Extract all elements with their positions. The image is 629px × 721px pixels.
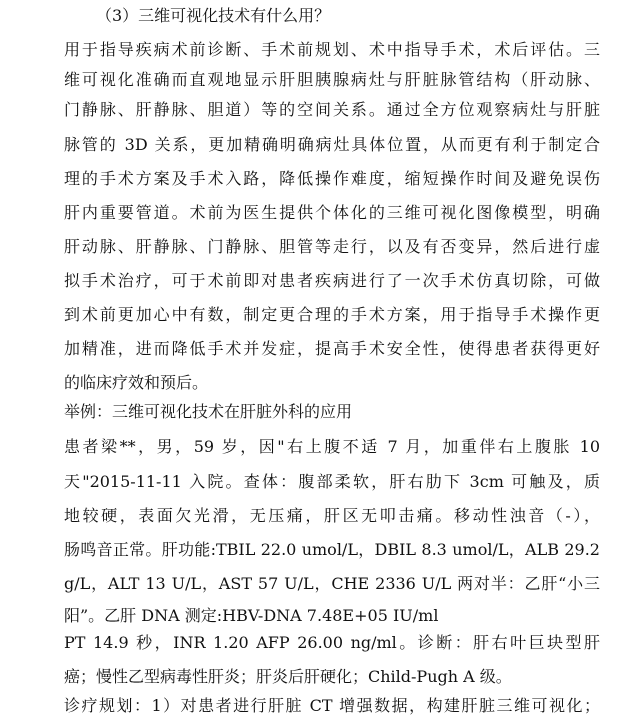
paragraph-line: 用于指导疾病术前诊断、手术前规划、术中指导手术，术后评估。三 — [64, 40, 600, 59]
paragraph-line: 理的手术方案及手术入路，降低操作难度，缩短操作时间及避免误伤 — [64, 169, 600, 188]
paragraph-line: 肝动脉、肝静脉、门静脉、胆管等走行，以及有否变异，然后进行虚 — [64, 237, 600, 256]
case-line: 地较硬，表面欠光滑，无压痛，肝区无叩击痛。移动性浊音（-）， — [64, 506, 600, 525]
case-line: 阳”。乙肝 DNA 测定:HBV-DNA 7.48E+05 IU/ml — [64, 606, 439, 625]
example-title: 举例：三维可视化技术在肝脏外科的应用 — [64, 402, 353, 421]
case-line: 患者梁**，男，59 岁，因"右上腹不适 7 月，加重伴右上腹胀 10 — [64, 437, 600, 456]
case-line: 诊疗规划：1）对患者进行肝脏 CT 增强数据，构建肝脏三维可视化； — [64, 696, 600, 715]
case-line: 肠鸣音正常。肝功能:TBIL 22.0 umol/L，DBIL 8.3 umol/L，ALB 29.2 — [64, 540, 600, 559]
case-line: g/L，ALT 13 U/L，AST 57 U/L，CHE 2336 U/L 两对半：乙肝“小三 — [64, 574, 600, 593]
paragraph-line: 肝内重要管道。术前为医生提供个体化的三维可视化图像模型，明确 — [64, 203, 600, 222]
paragraph-line: 加精准，进而降低手术并发症，提高手术安全性，使得患者获得更好 — [64, 339, 600, 358]
case-line: 天"2015-11-11 入院。查体：腹部柔软，肝右肋下 3cm 可触及，质 — [64, 472, 600, 491]
paragraph-line: 拟手术治疗，可于术前即对患者疾病进行了一次手术仿真切除，可做 — [64, 271, 600, 290]
section-heading: （3）三维可视化技术有什么用？ — [96, 6, 331, 25]
paragraph-line: 到术前更加心中有数，制定更合理的手术方案，用于指导手术操作更 — [64, 305, 600, 324]
paragraph-line: 维可视化准确而直观地显示肝胆胰腺病灶与肝脏脉管结构（肝动脉、 — [64, 70, 600, 89]
case-line: PT 14.9 秒，INR 1.20 AFP 26.00 ng/ml。诊断：肝右叶巨块型肝 — [64, 633, 600, 652]
paragraph-line: 的临床疗效和预后。 — [64, 373, 209, 392]
paragraph-line: 门静脉、肝静脉、胆道）等的空间关系。通过全方位观察病灶与肝脏 — [64, 100, 600, 119]
case-line: 癌；慢性乙型病毒性肝炎；肝炎后肝硬化；Child-Pugh A 级。 — [64, 667, 512, 686]
paragraph-line: 脉管的 3D 关系，更加精确明确病灶具体位置，从而更有利于制定合 — [64, 135, 600, 154]
